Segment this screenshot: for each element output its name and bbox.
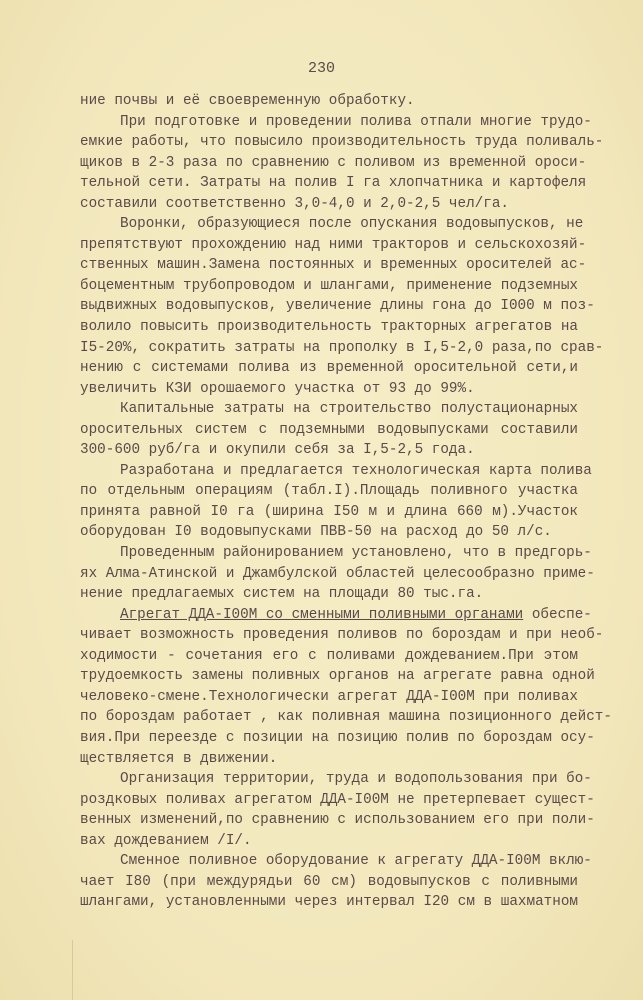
text-line: оросительных систем с подземными водовыпусками составили [80, 421, 578, 438]
paragraph [80, 91, 578, 112]
text-line: При подготовке и проведении полива отпали многие трудо- [120, 113, 592, 130]
text-line: ходимости - сочетания его с поливами дождеванием.При этом [80, 647, 578, 664]
text-line: нение предлагаемых систем на площади 80 тыс.га. [80, 586, 484, 603]
text-line: по бороздам работает , как поливная машина позиционного дейст- [80, 709, 612, 726]
text-line: нению с системами полива из временной оросительной сети,и [80, 360, 578, 377]
text-line: составили соответственно 3,0-4,0 и 2,0-2,5 чел/га. [80, 195, 509, 212]
text-line: Проведенным районированием установлено, что в предгорь- [120, 545, 592, 562]
text-line: щиков в 2-3 раза по сравнению с поливом из временной ороси- [80, 154, 587, 171]
text-line: вия.При переезде с позиции на позицию полив по бороздам осу- [80, 729, 595, 746]
page-number: 230 [307, 60, 335, 77]
text-line: емкие работы, что повысило производительность труда поливаль- [80, 134, 604, 151]
text-line: чивает возможность проведения поливов по бороздам и при необ- [80, 627, 604, 644]
text-line: ственных машин.Замена постоянных и временных оросителей ас- [80, 257, 587, 274]
text-line: человеко-смене.Технологически агрегат ДДА-I00М при поливах [80, 688, 578, 705]
text-line: вах дождеванием /I/. [80, 832, 252, 849]
text-line [80, 605, 592, 626]
page-edge-mark [72, 940, 73, 1000]
text-line: оборудован I0 водовыпусками ПВВ-50 на расход до 50 л/с. [80, 524, 552, 541]
text-line: Сменное поливное оборудование к агрегату ДДА-I00М вклю- [120, 853, 592, 870]
text-line: Воронки, образующиеся после опускания водовыпусков, не [120, 216, 584, 233]
text-segment: обеспе- [523, 606, 592, 623]
paragraph [80, 461, 592, 543]
text-line: выдвижных водовыпусков, увеличение длины гона до I000 м поз- [80, 298, 595, 315]
text-line: ях Алма-Атинской и Джамбулской областей целесообразно приме- [80, 565, 595, 582]
text-line: венных изменений,по сравнению с использованием его при поли- [80, 812, 595, 829]
text-line: волило повысить производительность тракторных агрегатов на [80, 319, 578, 336]
text-line: Организация территории, труда и водопользования при бо- [120, 771, 592, 788]
text-line: тельной сети. Затраты на полив I га хлопчатника и картофеля [80, 175, 587, 192]
body-text [80, 91, 612, 913]
text-line: принята равной I0 га (ширина I50 м и длина 660 м).Участок [80, 503, 578, 520]
paragraph [80, 399, 578, 461]
paragraph [80, 851, 592, 913]
text-line: Капитальные затраты на строительство полустационарных [120, 401, 578, 418]
text-line: по отдельным операциям (табл.I).Площадь поливного участка [80, 483, 578, 500]
text-line: ществляется в движении. [80, 750, 278, 767]
text-line: увеличить КЗИ орошаемого участка от 93 до 99%. [80, 380, 475, 397]
text-line: ние почвы и её своевременную обработку. [80, 93, 415, 109]
text-line: боцементным трубопроводом и шлангами, применение подземных [80, 277, 578, 294]
paragraph [80, 214, 604, 399]
text-line: чает I80 (при междурядьи 60 см) водовыпусков с поливными [80, 873, 578, 890]
text-line: Разработана и предлагается технологическая карта полива [120, 462, 592, 479]
text-line: I5-20%, сократить затраты на прополку в I,5-2,0 раза,по срав- [80, 339, 604, 356]
text-line: препятствуют прохождению над ними тракторов и сельскохозяй- [80, 236, 587, 253]
underlined-heading: Агрегат ДДА-I00М со сменными поливными органами [120, 606, 524, 623]
text-line: трудоемкость замены поливных органов на агрегате равна одной [80, 668, 595, 685]
text-line: 300-600 руб/га и окупили себя за I,5-2,5 года. [80, 442, 475, 459]
text-line: шлангами, установленными через интервал I20 см в шахматном [80, 894, 578, 911]
paragraph [80, 769, 595, 851]
text-line: роздковых поливах агрегатом ДДА-I00М не претерпевает сущест- [80, 791, 595, 808]
paragraph [80, 543, 595, 605]
paragraph [80, 112, 604, 215]
paragraph [80, 605, 612, 769]
